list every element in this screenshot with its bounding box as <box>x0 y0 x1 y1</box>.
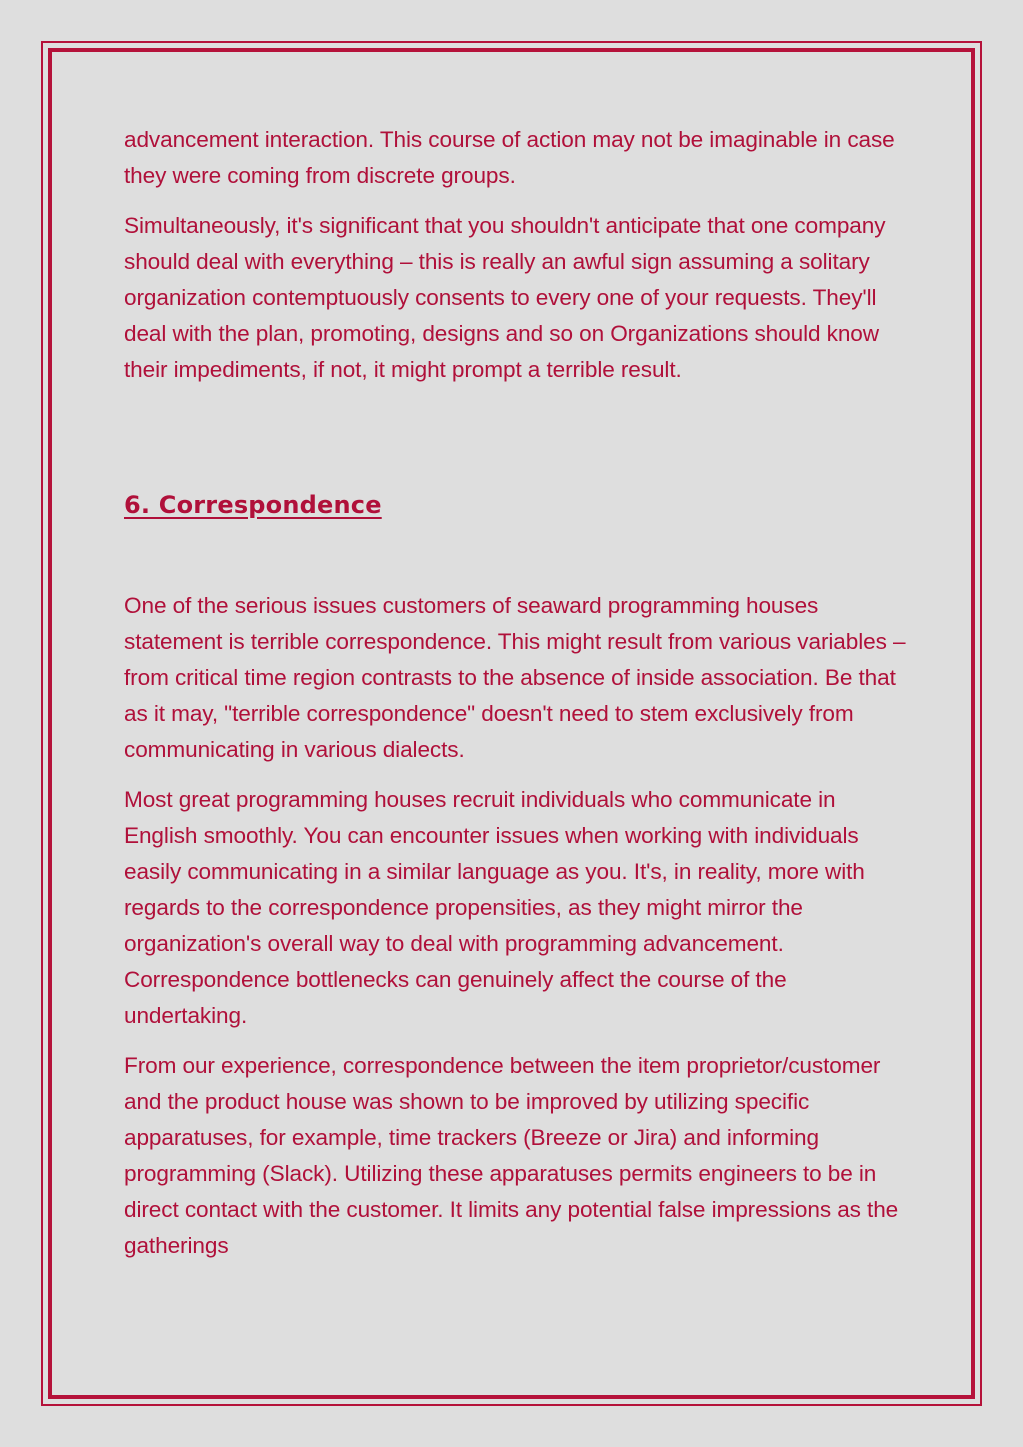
paragraph: One of the serious issues customers of seaward programming houses statement is terrible correspondence. This might result from various variables – from critical time region contrasts to the absence of inside association. Be that as it may, "terrible correspondence" doesn't need to stem exclusively from communicating in various dialects. <box>124 593 906 762</box>
correspondence-section <box>124 588 914 1278</box>
paragraph: Simultaneously, it's significant that you shouldn't anticipate that one company should deal with everything – this is really an awful sign assuming a solitary organization contemptuously consents to every one of your requests. They'll deal with the plan, promoting, designs and so on Organizations should know their impediments, if not, it might prompt a terrible result. <box>124 213 886 382</box>
paragraph: Most great programming houses recruit individuals who communicate in English smoothly. You can encounter issues when working with individuals easily communicating in a similar language as you. It's, in reality, more with regards to the correspondence propensities, as they might mirror the organization's overall way to deal with programming advancement. Correspondence bottlenecks can genuinely affect the course of the undertaking. <box>124 787 865 1028</box>
intro-section <box>124 122 914 402</box>
paragraph: advancement interaction. This course of action may not be imaginable in case they were coming from discrete groups. <box>124 127 895 188</box>
paragraph: From our experience, correspondence between the item proprietor/customer and the product house was shown to be improved by utilizing specific apparatuses, for example, time trackers (Breeze or Jira) and informing programming (Slack). Utilizing these apparatuses permits engineers to be in direct contact with the customer. It limits any potential false impressions as the gatherings <box>124 1053 899 1258</box>
section-heading: 6. Correspondence <box>124 491 382 519</box>
